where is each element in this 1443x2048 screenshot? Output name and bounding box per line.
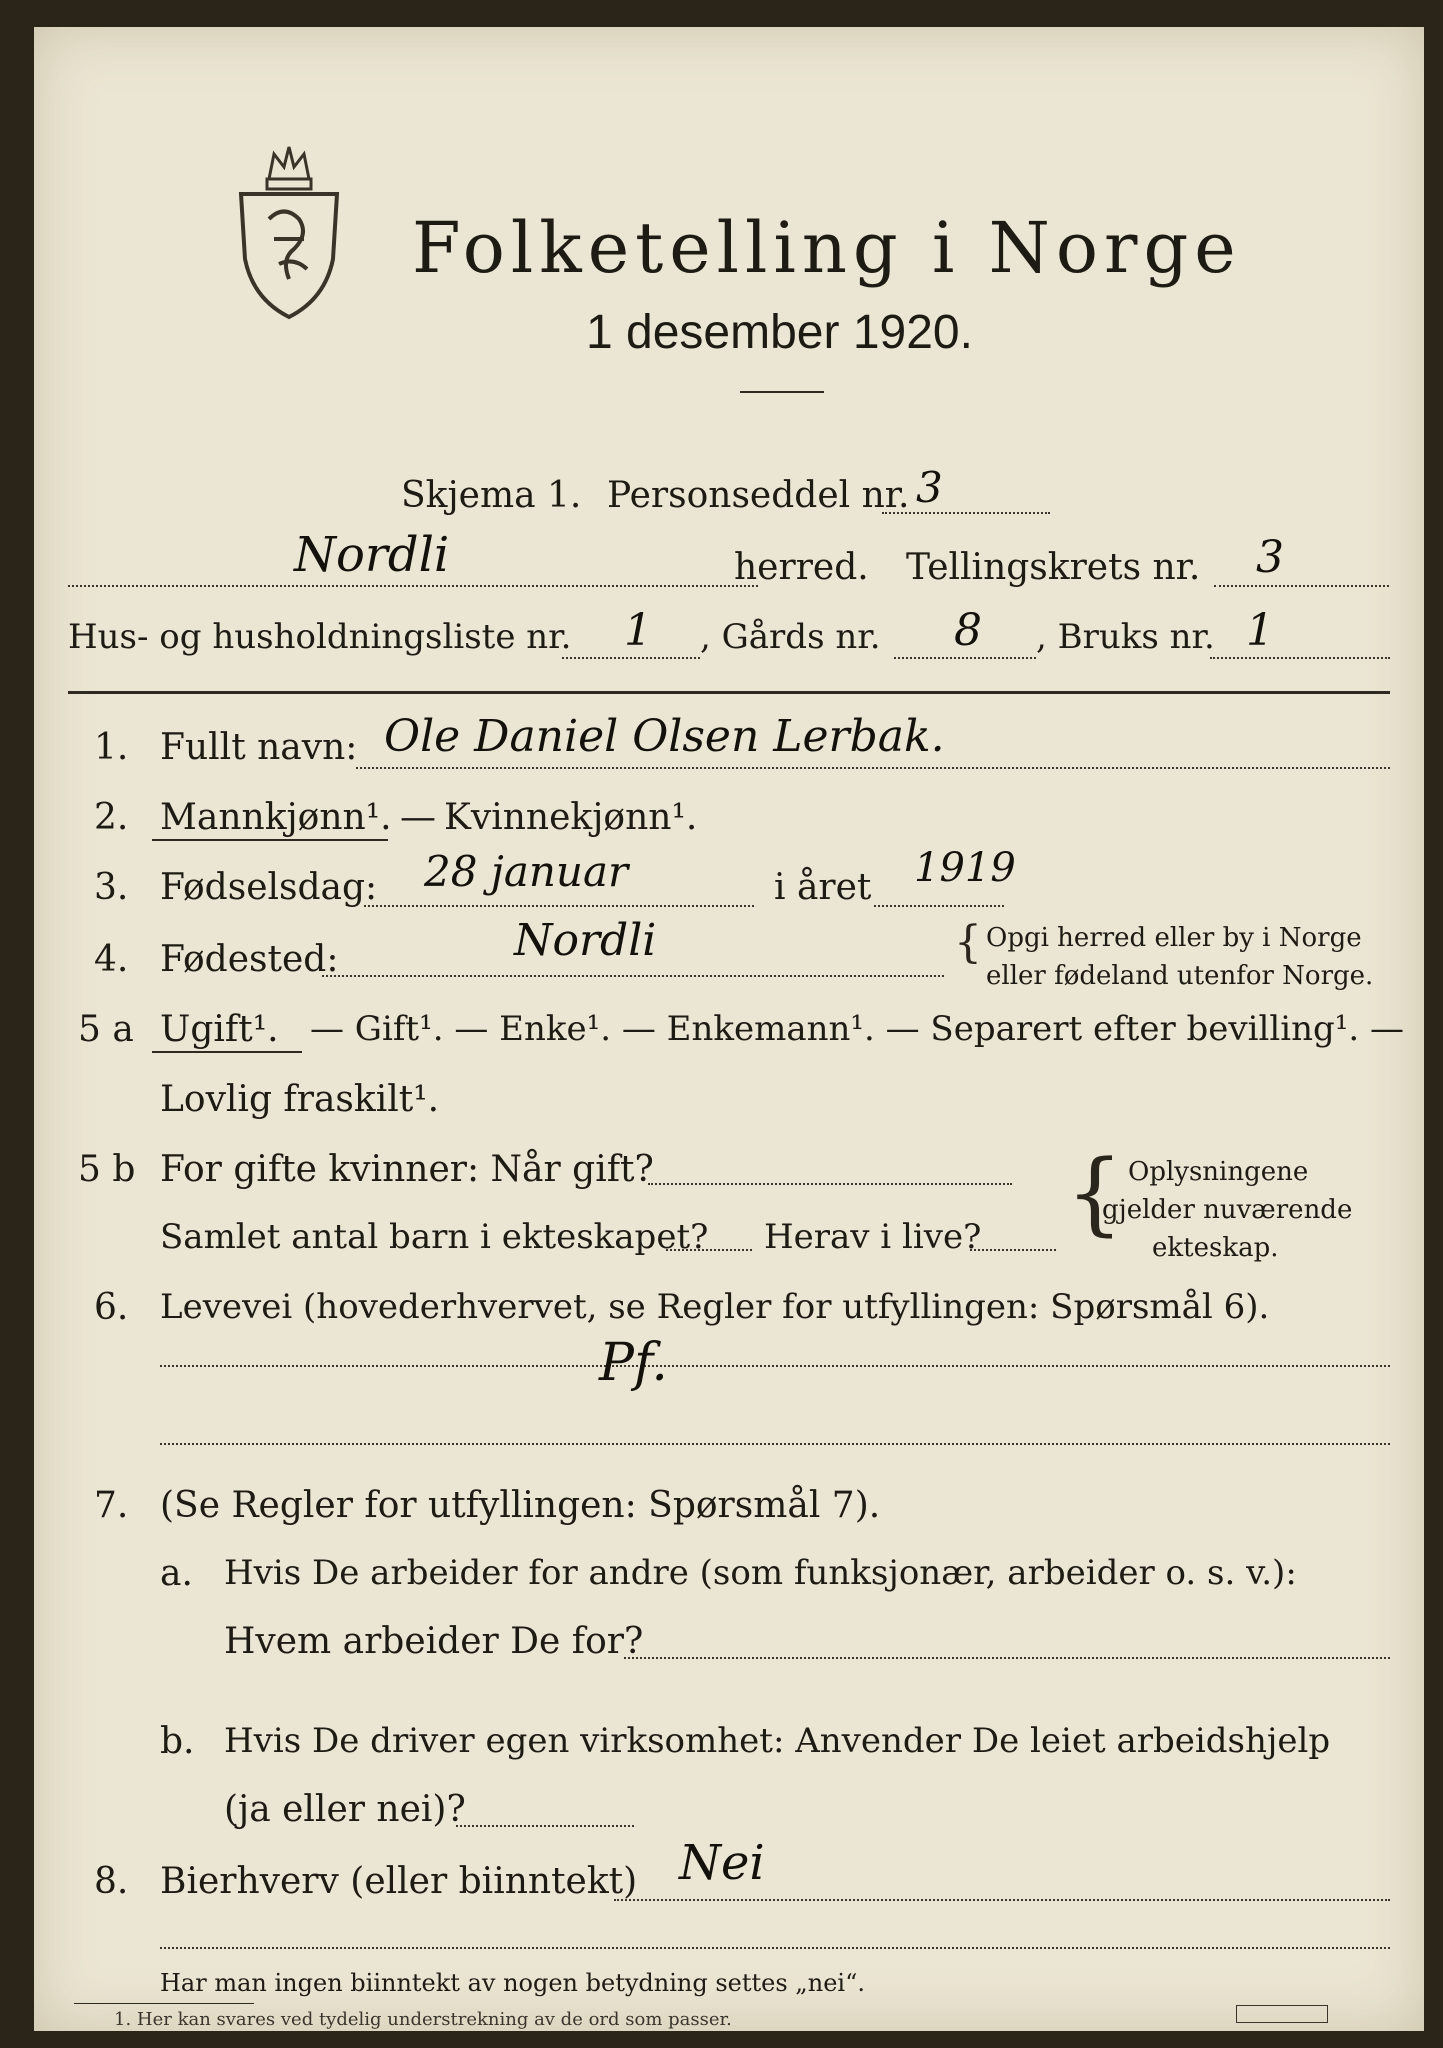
form-date: 1 desember 1920.	[586, 306, 973, 359]
q4-note-brace: {	[954, 917, 982, 968]
q4-note-1: Opgi herred eller by i Norge	[986, 923, 1362, 953]
hus-label: Hus- og husholdningsliste nr.	[68, 617, 572, 657]
q5b-field-line2	[666, 1249, 752, 1251]
q2-sep: —	[400, 797, 436, 838]
footer-note: Har man ingen biinntekt av nogen betydning settes „nei“.	[160, 1969, 865, 1997]
q6-value: Pf.	[599, 1333, 668, 1393]
q7b-number: b.	[160, 1721, 195, 1762]
personseddel-label: Personseddel nr.	[607, 475, 910, 516]
q6-field-line2	[160, 1443, 1390, 1445]
q2-male-underline	[152, 839, 388, 841]
bruks-field-line	[1210, 657, 1390, 659]
hus-field-line	[562, 657, 700, 659]
q8-field-line	[614, 1899, 1390, 1901]
q7a-label: Hvis De arbeider for andre (som funksjonær, arbeider o. s. v.):	[224, 1553, 1297, 1593]
herred-value: Nordli	[294, 527, 450, 583]
tellingskrets-value: 3	[1256, 532, 1284, 583]
q1-label: Fullt navn:	[160, 727, 358, 768]
hus-value: 1	[624, 605, 652, 656]
gards-value: 8	[954, 605, 982, 656]
q8-label: Bierhverv (eller biinntekt)	[160, 1861, 638, 1902]
personseddel-field-line	[882, 512, 1050, 514]
header-divider	[68, 691, 1390, 694]
q2-number: 2.	[94, 797, 129, 838]
q3-year-field-line	[874, 905, 1004, 907]
q7-number: 7.	[94, 1485, 129, 1526]
q6-label: Levevei (hovederhvervet, se Regler for utfyllingen: Spørsmål 6).	[160, 1287, 1270, 1327]
printer-stamp	[1236, 2005, 1328, 2023]
q5a-ugift-underline	[152, 1051, 302, 1053]
q4-number: 4.	[94, 939, 129, 980]
title-divider	[740, 391, 824, 393]
q5a-line2: Lovlig fraskilt¹.	[160, 1079, 440, 1120]
personseddel-value: 3	[916, 463, 943, 512]
q8-value: Nei	[679, 1835, 765, 1891]
q8-number: 8.	[94, 1861, 129, 1902]
q7b-label2: (ja eller nei)?	[224, 1789, 466, 1830]
q3-field-line	[364, 905, 754, 907]
q5b-label1: For gifte kvinner: Når gift?	[160, 1149, 654, 1190]
q5b-field-line3	[970, 1249, 1056, 1251]
footnote-divider	[74, 2003, 254, 2004]
q4-field-line	[322, 975, 944, 977]
q7b-field-line	[456, 1825, 634, 1827]
gards-label: , Gårds nr.	[700, 617, 881, 657]
q6-number: 6.	[94, 1287, 129, 1328]
q7a-field-line	[624, 1657, 1390, 1659]
form-title: Folketelling i Norge	[412, 207, 1242, 289]
q2-male: Mannkjønn¹.	[160, 797, 392, 838]
q5b-label3: Herav i live?	[764, 1217, 982, 1257]
herred-field-line	[68, 585, 758, 587]
q8-field-line2	[160, 1947, 1390, 1949]
q5a-number: 5 a	[78, 1009, 134, 1050]
gards-field-line	[894, 657, 1036, 659]
bruks-label: , Bruks nr.	[1036, 617, 1215, 657]
footnote: 1. Her kan svares ved tydelig understrekning av de ord som passer.	[114, 2009, 732, 2030]
q4-note-2: eller fødeland utenfor Norge.	[986, 961, 1374, 991]
q1-field-line	[356, 767, 1390, 769]
q5b-note-1: Oplysningene	[1128, 1157, 1309, 1187]
q5b-note-brace: {	[1066, 1141, 1124, 1246]
tellingskrets-field-line	[1214, 585, 1389, 587]
q2-female: Kvinnekjønn¹.	[444, 797, 698, 838]
q6-field-line1	[160, 1365, 1390, 1367]
q3-year-value: 1919	[914, 845, 1016, 891]
q7a-label2: Hvem arbeider De for?	[224, 1621, 644, 1662]
q5b-note-3: ekteskap.	[1152, 1233, 1279, 1263]
skjema-label: Skjema 1.	[401, 475, 582, 516]
herred-label: herred.	[734, 547, 869, 588]
coat-of-arms-icon	[229, 139, 349, 329]
q7a-number: a.	[160, 1553, 193, 1594]
q4-label: Fødested:	[160, 939, 339, 980]
q5b-field-line1	[648, 1183, 1012, 1185]
q5a-rest: — Gift¹. — Enke¹. — Enkemann¹. — Separert efter bevilling¹. —	[310, 1009, 1405, 1049]
q3-year-label: i året	[774, 867, 872, 908]
q1-number: 1.	[94, 727, 129, 768]
q1-value: Ole Daniel Olsen Lerbak.	[384, 711, 945, 762]
q5b-number: 5 b	[78, 1149, 136, 1190]
q3-number: 3.	[94, 867, 129, 908]
q3-value: 28 januar	[424, 847, 629, 896]
q7b-label: Hvis De driver egen virksomhet: Anvender De leiet arbeidshjelp	[224, 1721, 1331, 1761]
census-form	[34, 27, 1424, 2031]
q4-value: Nordli	[514, 915, 657, 966]
q5b-label2: Samlet antal barn i ekteskapet?	[160, 1217, 709, 1257]
q3-label: Fødselsdag:	[160, 867, 378, 908]
q7-label: (Se Regler for utfyllingen: Spørsmål 7).	[160, 1485, 881, 1526]
q5a-ugift: Ugift¹.	[160, 1009, 279, 1050]
q5b-note-2: gjelder nuværende	[1102, 1195, 1353, 1225]
bruks-value: 1	[1246, 605, 1274, 656]
tellingskrets-label: Tellingskrets nr.	[906, 547, 1201, 588]
